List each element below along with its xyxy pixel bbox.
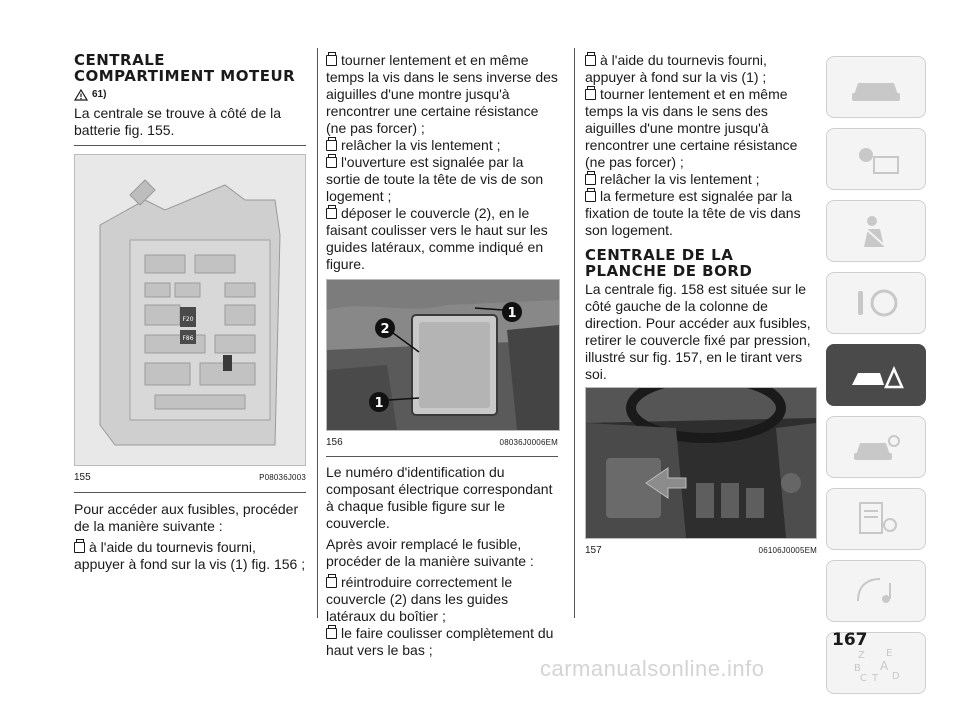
figure-155-engine-fusebox bbox=[74, 154, 306, 466]
step-bullet-icon bbox=[585, 191, 596, 202]
tab-emergency[interactable] bbox=[826, 344, 926, 406]
figure-157-caption bbox=[585, 542, 817, 559]
tab-safety[interactable] bbox=[826, 200, 926, 262]
sun-envelope-icon bbox=[846, 139, 906, 179]
fuse-cover-photo bbox=[327, 280, 559, 430]
dashboard-photo bbox=[586, 388, 816, 538]
watermark: carmanualsonline.info bbox=[540, 656, 765, 681]
column-2 bbox=[326, 52, 558, 659]
spec-sheet-gear-icon bbox=[846, 499, 906, 539]
dashboard-fusebox-text: La centrale fig. 158 est située sur le côté gauche de la colonne de direction. Pour accéder aux fusibles, retirer le couvercle fixé par pression, illustré sur fig. 157, en le tirant vers soi. bbox=[585, 281, 811, 382]
step-bullet-icon bbox=[585, 89, 596, 100]
column-divider bbox=[317, 48, 318, 618]
section-heading-dashboard-fusebox: CENTRALE DE LA PLANCHE DE BORD bbox=[585, 246, 753, 280]
svg-text:D: D bbox=[892, 671, 900, 682]
step-bullet-icon bbox=[326, 140, 337, 151]
callout-2-label: 2 bbox=[380, 322, 390, 337]
multimedia-note-icon bbox=[846, 571, 906, 611]
figure-number: 156 bbox=[326, 437, 343, 448]
step-bullet-icon bbox=[326, 628, 337, 639]
car-dashboard-icon bbox=[846, 67, 906, 107]
callout-1b-label: 1 bbox=[374, 396, 384, 411]
figure-number: 157 bbox=[585, 545, 602, 556]
fuse-label-f86: F86 bbox=[182, 335, 194, 342]
figure-number: 155 bbox=[74, 472, 91, 483]
step-item: la fermeture est signalée par la fixation de toute la tête de vis dans son logement. bbox=[585, 188, 801, 238]
page-number: 167 bbox=[832, 630, 868, 650]
tab-starting-driving[interactable] bbox=[826, 272, 926, 334]
fusebox-illustration bbox=[75, 155, 305, 465]
svg-text:B: B bbox=[854, 663, 861, 674]
column-1 bbox=[74, 52, 306, 573]
figure-156-fuse-cover bbox=[326, 279, 560, 431]
figure-155-caption bbox=[74, 469, 306, 486]
column-divider bbox=[574, 48, 575, 618]
step-bullet-icon bbox=[326, 577, 337, 588]
column-3 bbox=[585, 52, 817, 559]
key-steering-icon bbox=[846, 283, 906, 323]
section-heading-engine-fusebox: CENTRALE COMPARTIMENT MOTEUR bbox=[74, 51, 296, 85]
step-bullet-icon bbox=[326, 157, 337, 168]
divider bbox=[326, 456, 558, 457]
seatbelt-airbag-icon bbox=[846, 211, 906, 251]
svg-text:T: T bbox=[872, 673, 879, 683]
step-item: tourner lentement et en même temps la vis dans le sens inverse des aiguilles d'une montre jusqu'à rencontrer une certaine résistance (ne pas forcer) ; bbox=[326, 52, 558, 136]
divider bbox=[74, 145, 306, 146]
callout-1-label: 1 bbox=[507, 306, 517, 321]
svg-text:E: E bbox=[886, 648, 893, 659]
warning-hand-icon bbox=[74, 89, 88, 101]
step-bullet-icon bbox=[326, 55, 337, 66]
svg-text:C: C bbox=[860, 673, 867, 683]
step-item: à l'aide du tournevis fourni, appuyer à fond sur la vis (1) fig. 156 ; bbox=[74, 539, 306, 572]
step-bullet-icon bbox=[585, 174, 596, 185]
figure-code: 06106J0005EM bbox=[758, 546, 817, 555]
figure-156-caption bbox=[326, 434, 558, 451]
step-item: le faire coulisser complètement du haut vers le bas ; bbox=[326, 625, 554, 658]
step-item: l'ouverture est signalée par la sortie de toute la tête de vis de son logement ; bbox=[326, 154, 544, 204]
id-number-text: Le numéro d'identification du composant électrique correspondant à chaque fusible figure sur le couvercle. bbox=[326, 464, 553, 531]
step-item: relâcher la vis lentement ; bbox=[585, 171, 817, 188]
access-instructions: Pour accéder aux fusibles, procéder de la manière suivante : bbox=[74, 501, 299, 534]
warning-reference bbox=[74, 86, 306, 103]
svg-text:Z: Z bbox=[858, 650, 865, 661]
svg-text:A: A bbox=[880, 659, 889, 673]
warning-ref-number: 61) bbox=[92, 89, 107, 100]
tab-multimedia[interactable] bbox=[826, 560, 926, 622]
tab-lights-messages[interactable] bbox=[826, 128, 926, 190]
divider bbox=[74, 492, 306, 493]
step-bullet-icon bbox=[326, 208, 337, 219]
chapter-tabs bbox=[826, 56, 924, 704]
figure-157-dashboard bbox=[585, 387, 817, 539]
step-item: à l'aide du tournevis fourni, appuyer à fond sur la vis (1) ; bbox=[585, 52, 767, 85]
step-bullet-icon bbox=[74, 542, 85, 553]
tab-dashboard[interactable] bbox=[826, 56, 926, 118]
car-warning-triangle-icon bbox=[846, 355, 906, 395]
fuse-label-f20: F20 bbox=[182, 316, 194, 323]
intro-text: La centrale se trouve à côté de la batterie fig. 155. bbox=[74, 105, 282, 138]
step-item: réintroduire correctement le couvercle (2) dans les guides latéraux du boîtier ; bbox=[326, 574, 513, 624]
step-item: déposer le couvercle (2), en le faisant coulisser vers le haut sur les guides latéraux, comme indiqué en figure. bbox=[326, 205, 548, 272]
figure-code: 08036J0006EM bbox=[499, 438, 558, 447]
tab-maintenance[interactable] bbox=[826, 416, 926, 478]
step-bullet-icon bbox=[585, 55, 596, 66]
step-item: tourner lentement et en même temps la vis dans le sens des aiguilles d'une montre jusqu'à rencontrer une certaine résistance (ne pas forcer) ; bbox=[585, 86, 798, 170]
step-item: relâcher la vis lentement ; bbox=[326, 137, 558, 154]
car-service-gear-icon bbox=[846, 427, 906, 467]
after-replace-text: Après avoir remplacé le fusible, procéder de la manière suivante : bbox=[326, 536, 534, 569]
figure-code: P08036J003 bbox=[259, 473, 306, 482]
tab-technical-data[interactable] bbox=[826, 488, 926, 550]
